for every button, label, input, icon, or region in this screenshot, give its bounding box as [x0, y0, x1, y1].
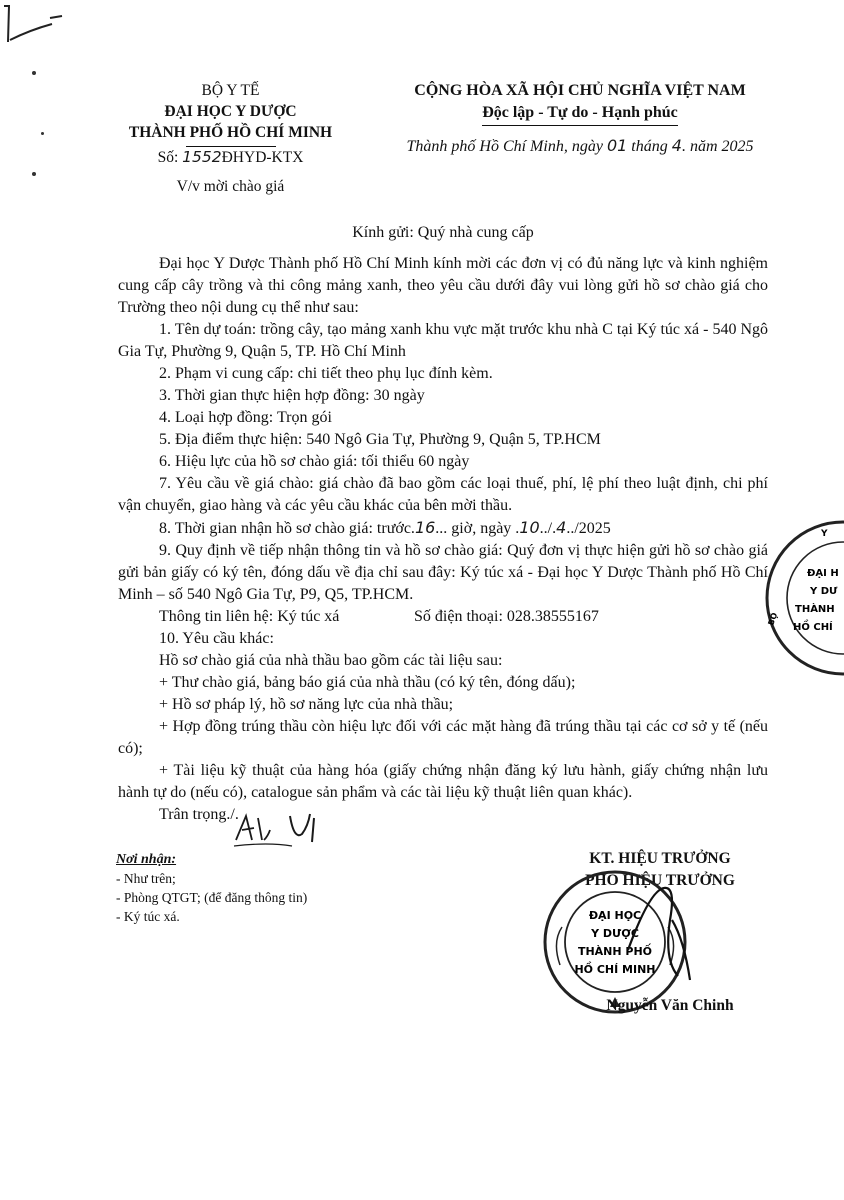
- document-item: + Hợp đồng trúng thầu còn hiệu lực đối với các mặt hàng đã trúng thầu tại các cơ sở y tế (nếu có);: [118, 718, 768, 757]
- recipients-title: Nơi nhận:: [116, 852, 177, 867]
- date-day-handwritten: 01: [606, 136, 628, 155]
- edge-seal-text-line4: HỒ CHÍ: [793, 622, 833, 633]
- seal-text-line1: ĐẠI HỌC: [588, 909, 642, 922]
- nation-title: CỘNG HÒA XÃ HỘI CHỦ NGHĨA VIỆT NAM: [414, 82, 746, 99]
- issuer-block: [88, 80, 373, 197]
- deadline-month-handwritten: 4: [556, 518, 567, 537]
- edge-seal-text-line1: ĐẠI H: [807, 568, 839, 579]
- document-item: + Thư chào giá, bảng báo giá của nhà thầu (có ký tên, đóng dấu);: [159, 674, 576, 691]
- intro-paragraph: Đại học Y Dược Thành phố Hồ Chí Minh kính mời các đơn vị có đủ năng lực và kinh nghiệm cung cấp cây trồng và thi công mảng xanh, theo yêu cầu dưới đây vui lòng gửi hồ sơ chào giá cho Trường theo nội dung cụ thể như sau:: [118, 255, 768, 316]
- contact-phone: Số điện thoại: 028.38555167: [414, 608, 599, 625]
- scan-speck: [32, 172, 36, 176]
- contact-line: [118, 606, 768, 628]
- ref-prefix: Số:: [157, 149, 183, 166]
- item-validity: 6. Hiệu lực của hồ sơ chào giá: tối thiểu 60 ngày: [159, 453, 470, 470]
- date-month-word: tháng: [627, 138, 672, 155]
- page-edge-seal-stamp: [755, 518, 844, 678]
- handwritten-signature: [620, 880, 700, 990]
- edge-seal-text-top: Y: [821, 529, 828, 539]
- recipients-block: [116, 850, 376, 926]
- edge-seal-text-side: BỘ: [766, 611, 780, 627]
- scan-speck: [41, 132, 44, 135]
- place-date-city: Thành phố Hồ Chí Minh, ngày: [406, 138, 607, 155]
- deadline-sep: ../.: [539, 520, 557, 537]
- seal-text-line2: Y DƯỢC: [591, 927, 639, 940]
- scan-speck: [32, 71, 36, 75]
- seal-text-line4: HỒ CHÍ MINH: [574, 963, 656, 976]
- deadline-suffix: ../2025: [566, 520, 611, 537]
- subject-line: V/v mời chào giá: [176, 178, 285, 195]
- recipient-item: - Như trên;: [116, 871, 176, 886]
- documents-intro: Hồ sơ chào giá của nhà thầu bao gồm các tài liệu sau:: [159, 652, 503, 669]
- item-deadline: [118, 517, 768, 540]
- ministry-name: BỘ Y TẾ: [201, 82, 260, 99]
- signatory-title-line1: KT. HIỆU TRƯỞNG: [589, 850, 731, 867]
- signatory-name: Nguyễn Văn Chinh: [606, 997, 734, 1014]
- document-item: + Tài liệu kỹ thuật của hàng hóa (giấy chứng nhận đăng ký lưu hành, giấy chứng nhận lưu hành tự do (nếu có), catalogue sản phẩm và các tài liệu kỹ thuật liên quan khác).: [118, 762, 768, 801]
- ref-number-line: [88, 147, 373, 168]
- item-submission-rules: 9. Quy định về tiếp nhận thông tin và hồ sơ chào giá: Quý đơn vị thực hiện gửi hồ sơ chào giá gửi bản giấy có ký tên, đóng dấu về địa chỉ sau đây: Ký túc xá - Đại học Y Dược Thành phố Hồ Chí Minh – số 540 Ngô Gia Tự, P9, Q5, TP.HCM.: [118, 542, 768, 603]
- letter-body: [118, 222, 768, 826]
- item-duration: 3. Thời gian thực hiện hợp đồng: 30 ngày: [159, 387, 425, 404]
- item-price-requirements: 7. Yêu cầu về giá chào: giá chào đã bao gồm các loại thuế, phí, lệ phí theo luật định, chi phí vận chuyển, giao hàng và các yêu cầu khác của bên mời thầu.: [118, 475, 768, 514]
- initials-signature-mark: [228, 810, 338, 850]
- item-project-name: 1. Tên dự toán: trồng cây, tạo mảng xanh khu vực mặt trước khu nhà C tại Ký túc xá - 540 Ngô Gia Tự, Phường 9, Quận 5, TP. Hồ Chí Minh: [118, 321, 769, 360]
- deadline-mid: ... giờ, ngày .: [435, 520, 520, 537]
- ref-number-handwritten: 1552: [182, 148, 222, 166]
- date-month-handwritten: 4: [671, 136, 682, 155]
- deadline-day-handwritten: 10: [519, 518, 540, 537]
- recipient-item: - Ký túc xá.: [116, 909, 180, 924]
- recipient-item: - Phòng QTGT; (để đăng thông tin): [116, 890, 308, 905]
- salutation: Kính gửi: Quý nhà cung cấp: [352, 224, 534, 241]
- deadline-prefix: 8. Thời gian nhận hồ sơ chào giá: trước.: [159, 520, 415, 537]
- edge-seal-text-line2: Y DƯ: [810, 586, 838, 597]
- item-other-requirements: 10. Yêu cầu khác:: [159, 630, 274, 647]
- contact-info: Thông tin liên hệ: Ký túc xá: [159, 608, 340, 625]
- national-motto: Độc lập - Tự do - Hạnh phúc: [482, 102, 678, 126]
- date-year: . năm 2025: [681, 138, 754, 155]
- deadline-hour-handwritten: 16: [414, 518, 436, 537]
- document-item: + Hồ sơ pháp lý, hồ sơ năng lực của nhà thầu;: [159, 696, 454, 713]
- place-date-line: [380, 135, 780, 158]
- item-location: 5. Địa điểm thực hiện: 540 Ngô Gia Tự, Phường 9, Quận 5, TP.HCM: [159, 431, 601, 448]
- edge-seal-text-line3: THÀNH: [795, 604, 835, 615]
- signatory-title-line2: PHÓ HIỆU TRƯỞNG: [585, 872, 735, 889]
- ref-suffix: ĐHYD-KTX: [221, 149, 304, 166]
- item-scope: 2. Phạm vi cung cấp: chi tiết theo phụ lục đính kèm.: [159, 365, 493, 382]
- national-header: [380, 80, 780, 158]
- university-name-line1: ĐẠI HỌC Y DƯỢC: [164, 103, 297, 120]
- issuer-underline: [186, 146, 276, 147]
- corner-scribble-mark: [0, 0, 80, 50]
- item-contract-type: 4. Loại hợp đồng: Trọn gói: [159, 409, 332, 426]
- seal-text-line3: THÀNH PHỐ: [577, 945, 653, 958]
- university-name-line2: THÀNH PHỐ HỒ CHÍ MINH: [128, 124, 333, 141]
- closing-remark: Trân trọng./.: [159, 806, 239, 823]
